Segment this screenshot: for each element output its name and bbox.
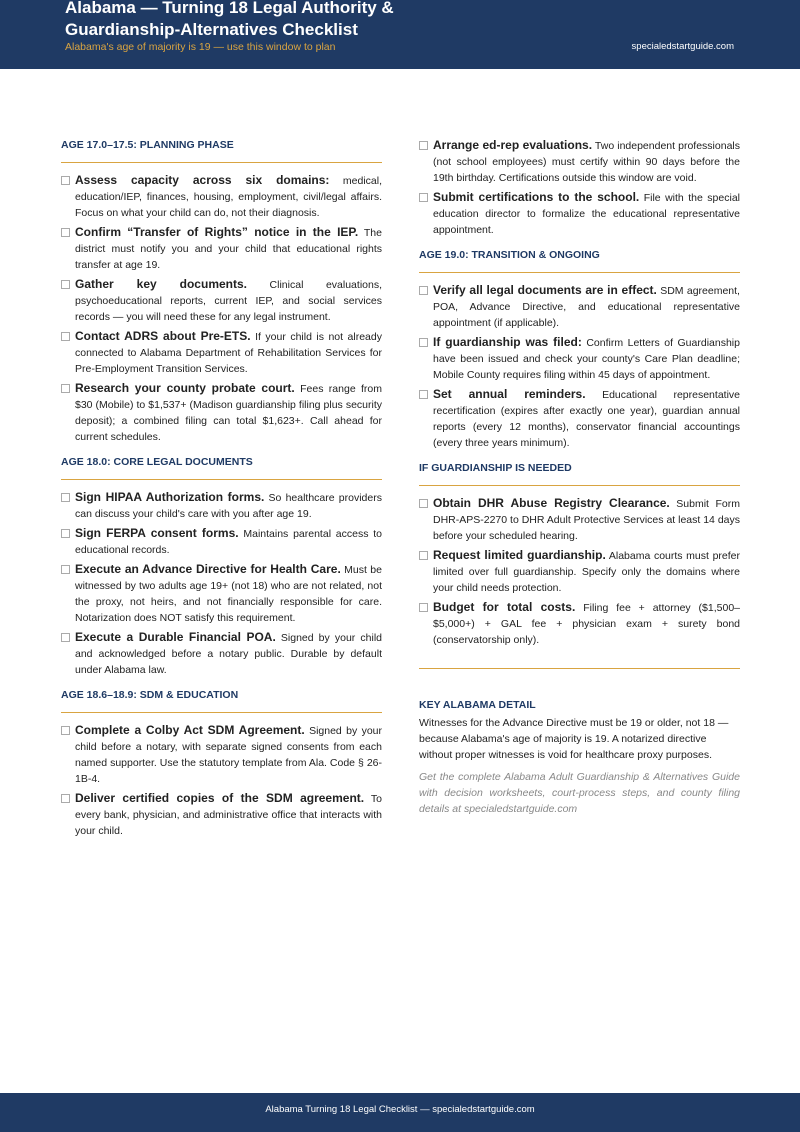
promo-text: Get the complete Alabama Adult Guardianship & Alternatives Guide with decision worksheets, court-process steps, and county filing details at specialedstartguide.com bbox=[419, 771, 740, 815]
left-column bbox=[61, 137, 382, 842]
section-title: AGE 18.6–18.9: SDM & EDUCATION bbox=[61, 687, 382, 713]
checkbox[interactable] bbox=[419, 141, 428, 150]
checkbox[interactable] bbox=[61, 384, 70, 393]
section-if-guardianship-needed bbox=[419, 460, 740, 648]
page-footer: Alabama Turning 18 Legal Checklist — specialedstartguide.com bbox=[0, 1093, 800, 1132]
section-title: AGE 19.0: TRANSITION & ONGOING bbox=[419, 247, 740, 273]
right-column bbox=[419, 137, 740, 817]
checkbox[interactable] bbox=[61, 633, 70, 642]
checklist-item: Obtain DHR Abuse Registry Clearance. Submit Form DHR-APS-2270 to DHR Adult Protective Services at least 14 days before your scheduled hearing. bbox=[419, 495, 740, 544]
key-detail-title: KEY ALABAMA DETAIL bbox=[419, 699, 536, 711]
checklist-item: Budget for total costs. Filing fee + attorney ($1,500–$5,000+) + GAL fee + physician exam + surety bond (conservatorship only). bbox=[419, 599, 740, 648]
checklist-item: Verify all legal documents are in effect. SDM agreement, POA, Advance Directive, and educational representative appointment (if applicable). bbox=[419, 282, 740, 331]
checklist-item: Assess capacity across six domains: medical, education/IEP, finances, housing, employment, civil/legal affairs. Focus on what your child can do, not their diagnosis. bbox=[61, 172, 382, 221]
section-sdm-education-continued bbox=[419, 137, 740, 238]
section-title: AGE 17.0–17.5: PLANNING PHASE bbox=[61, 137, 382, 163]
checkbox[interactable] bbox=[61, 332, 70, 341]
key-detail-body: Witnesses for the Advance Directive must be 19 or older, not 18 — because Alabama's age of majority is 19. A notarized directive without proper witnesses is void for healthcare proxy purposes. bbox=[419, 717, 729, 761]
checkbox[interactable] bbox=[419, 499, 428, 508]
checklist-item: Contact ADRS about Pre-ETS. If your child is not already connected to Alabama Department of Rehabilitation Services for Pre-Employment Transition Services. bbox=[61, 328, 382, 377]
page-subtitle: Alabama's age of majority is 19 — use this window to plan bbox=[65, 41, 336, 53]
checkbox[interactable] bbox=[419, 551, 428, 560]
checkbox[interactable] bbox=[61, 565, 70, 574]
checklist-item: Gather key documents. Clinical evaluations, psychoeducational reports, current IEP, and social services records — you will need these for any legal instrument. bbox=[61, 276, 382, 325]
page-title: Alabama — Turning 18 Legal Authority & Guardianship-Alternatives Checklist bbox=[65, 0, 394, 39]
checkbox[interactable] bbox=[61, 228, 70, 237]
key-alabama-detail bbox=[419, 697, 740, 817]
checklist-item: Request limited guardianship. Alabama courts must prefer limited over full guardianship. Specify only the domains where your child needs protection. bbox=[419, 547, 740, 596]
checkbox[interactable] bbox=[419, 338, 428, 347]
section-title: AGE 18.0: CORE LEGAL DOCUMENTS bbox=[61, 454, 382, 480]
checklist-item: Execute an Advance Directive for Health Care. Must be witnessed by two adults age 19+ (not 18) who are not related, not the proxy, not heirs, and not financially responsible for care. Notarization does NOT satisfy this requirement. bbox=[61, 561, 382, 626]
checklist-item: Deliver certified copies of the SDM agreement. To every bank, physician, and administrative office that interacts with your child. bbox=[61, 790, 382, 839]
section-divider bbox=[419, 668, 740, 669]
checkbox[interactable] bbox=[61, 493, 70, 502]
checklist-item: If guardianship was filed: Confirm Letters of Guardianship have been issued and check your county's Care Plan deadline; Mobile County requires filing within 45 days of appointment. bbox=[419, 334, 740, 383]
checklist-item: Submit certifications to the school. File with the special education director to formalize the educational representative appointment. bbox=[419, 189, 740, 238]
checkbox[interactable] bbox=[419, 390, 428, 399]
checkbox[interactable] bbox=[61, 794, 70, 803]
section-sdm-education bbox=[61, 687, 382, 839]
checklist-item: Complete a Colby Act SDM Agreement. Signed by your child before a notary, with separate signed consents from each named supporter. Use the statutory template from Ala. Code § 26-1B-4. bbox=[61, 722, 382, 787]
checklist-item: Arrange ed-rep evaluations. Two independent professionals (not school employees) must certify within 90 days before the 19th birthday. Certifications outside this window are void. bbox=[419, 137, 740, 186]
checkbox[interactable] bbox=[61, 280, 70, 289]
checklist-item: Set annual reminders. Educational representative recertification (expires after exactly one year), guardian annual reports (every 12 months), conservator financial accountings (every three years minimum). bbox=[419, 386, 740, 451]
checkbox[interactable] bbox=[419, 193, 428, 202]
checklist-item: Confirm “Transfer of Rights” notice in the IEP. The district must notify you and your child that educational rights transfer at age 19. bbox=[61, 224, 382, 273]
checklist-item: Sign HIPAA Authorization forms. So healthcare providers can discuss your child's care with you after age 19. bbox=[61, 489, 382, 522]
section-core-legal-documents bbox=[61, 454, 382, 678]
checkbox[interactable] bbox=[419, 603, 428, 612]
checkbox[interactable] bbox=[419, 286, 428, 295]
page-header bbox=[0, 0, 800, 69]
header-site-link[interactable]: specialedstartguide.com bbox=[631, 41, 734, 52]
checkbox[interactable] bbox=[61, 176, 70, 185]
checkbox[interactable] bbox=[61, 529, 70, 538]
section-planning-phase bbox=[61, 137, 382, 445]
checklist-item: Research your county probate court. Fees range from $30 (Mobile) to $1,537+ (Madison guardianship filing plus security deposit); a combined filing can total $1,623+. Call ahead for current schedules. bbox=[61, 380, 382, 445]
checkbox[interactable] bbox=[61, 726, 70, 735]
section-transition-ongoing bbox=[419, 247, 740, 451]
checklist-item: Execute a Durable Financial POA. Signed by your child and acknowledged before a notary public. Durable by default under Alabama law. bbox=[61, 629, 382, 678]
section-title: IF GUARDIANSHIP IS NEEDED bbox=[419, 460, 740, 486]
checklist-item: Sign FERPA consent forms. Maintains parental access to educational records. bbox=[61, 525, 382, 558]
